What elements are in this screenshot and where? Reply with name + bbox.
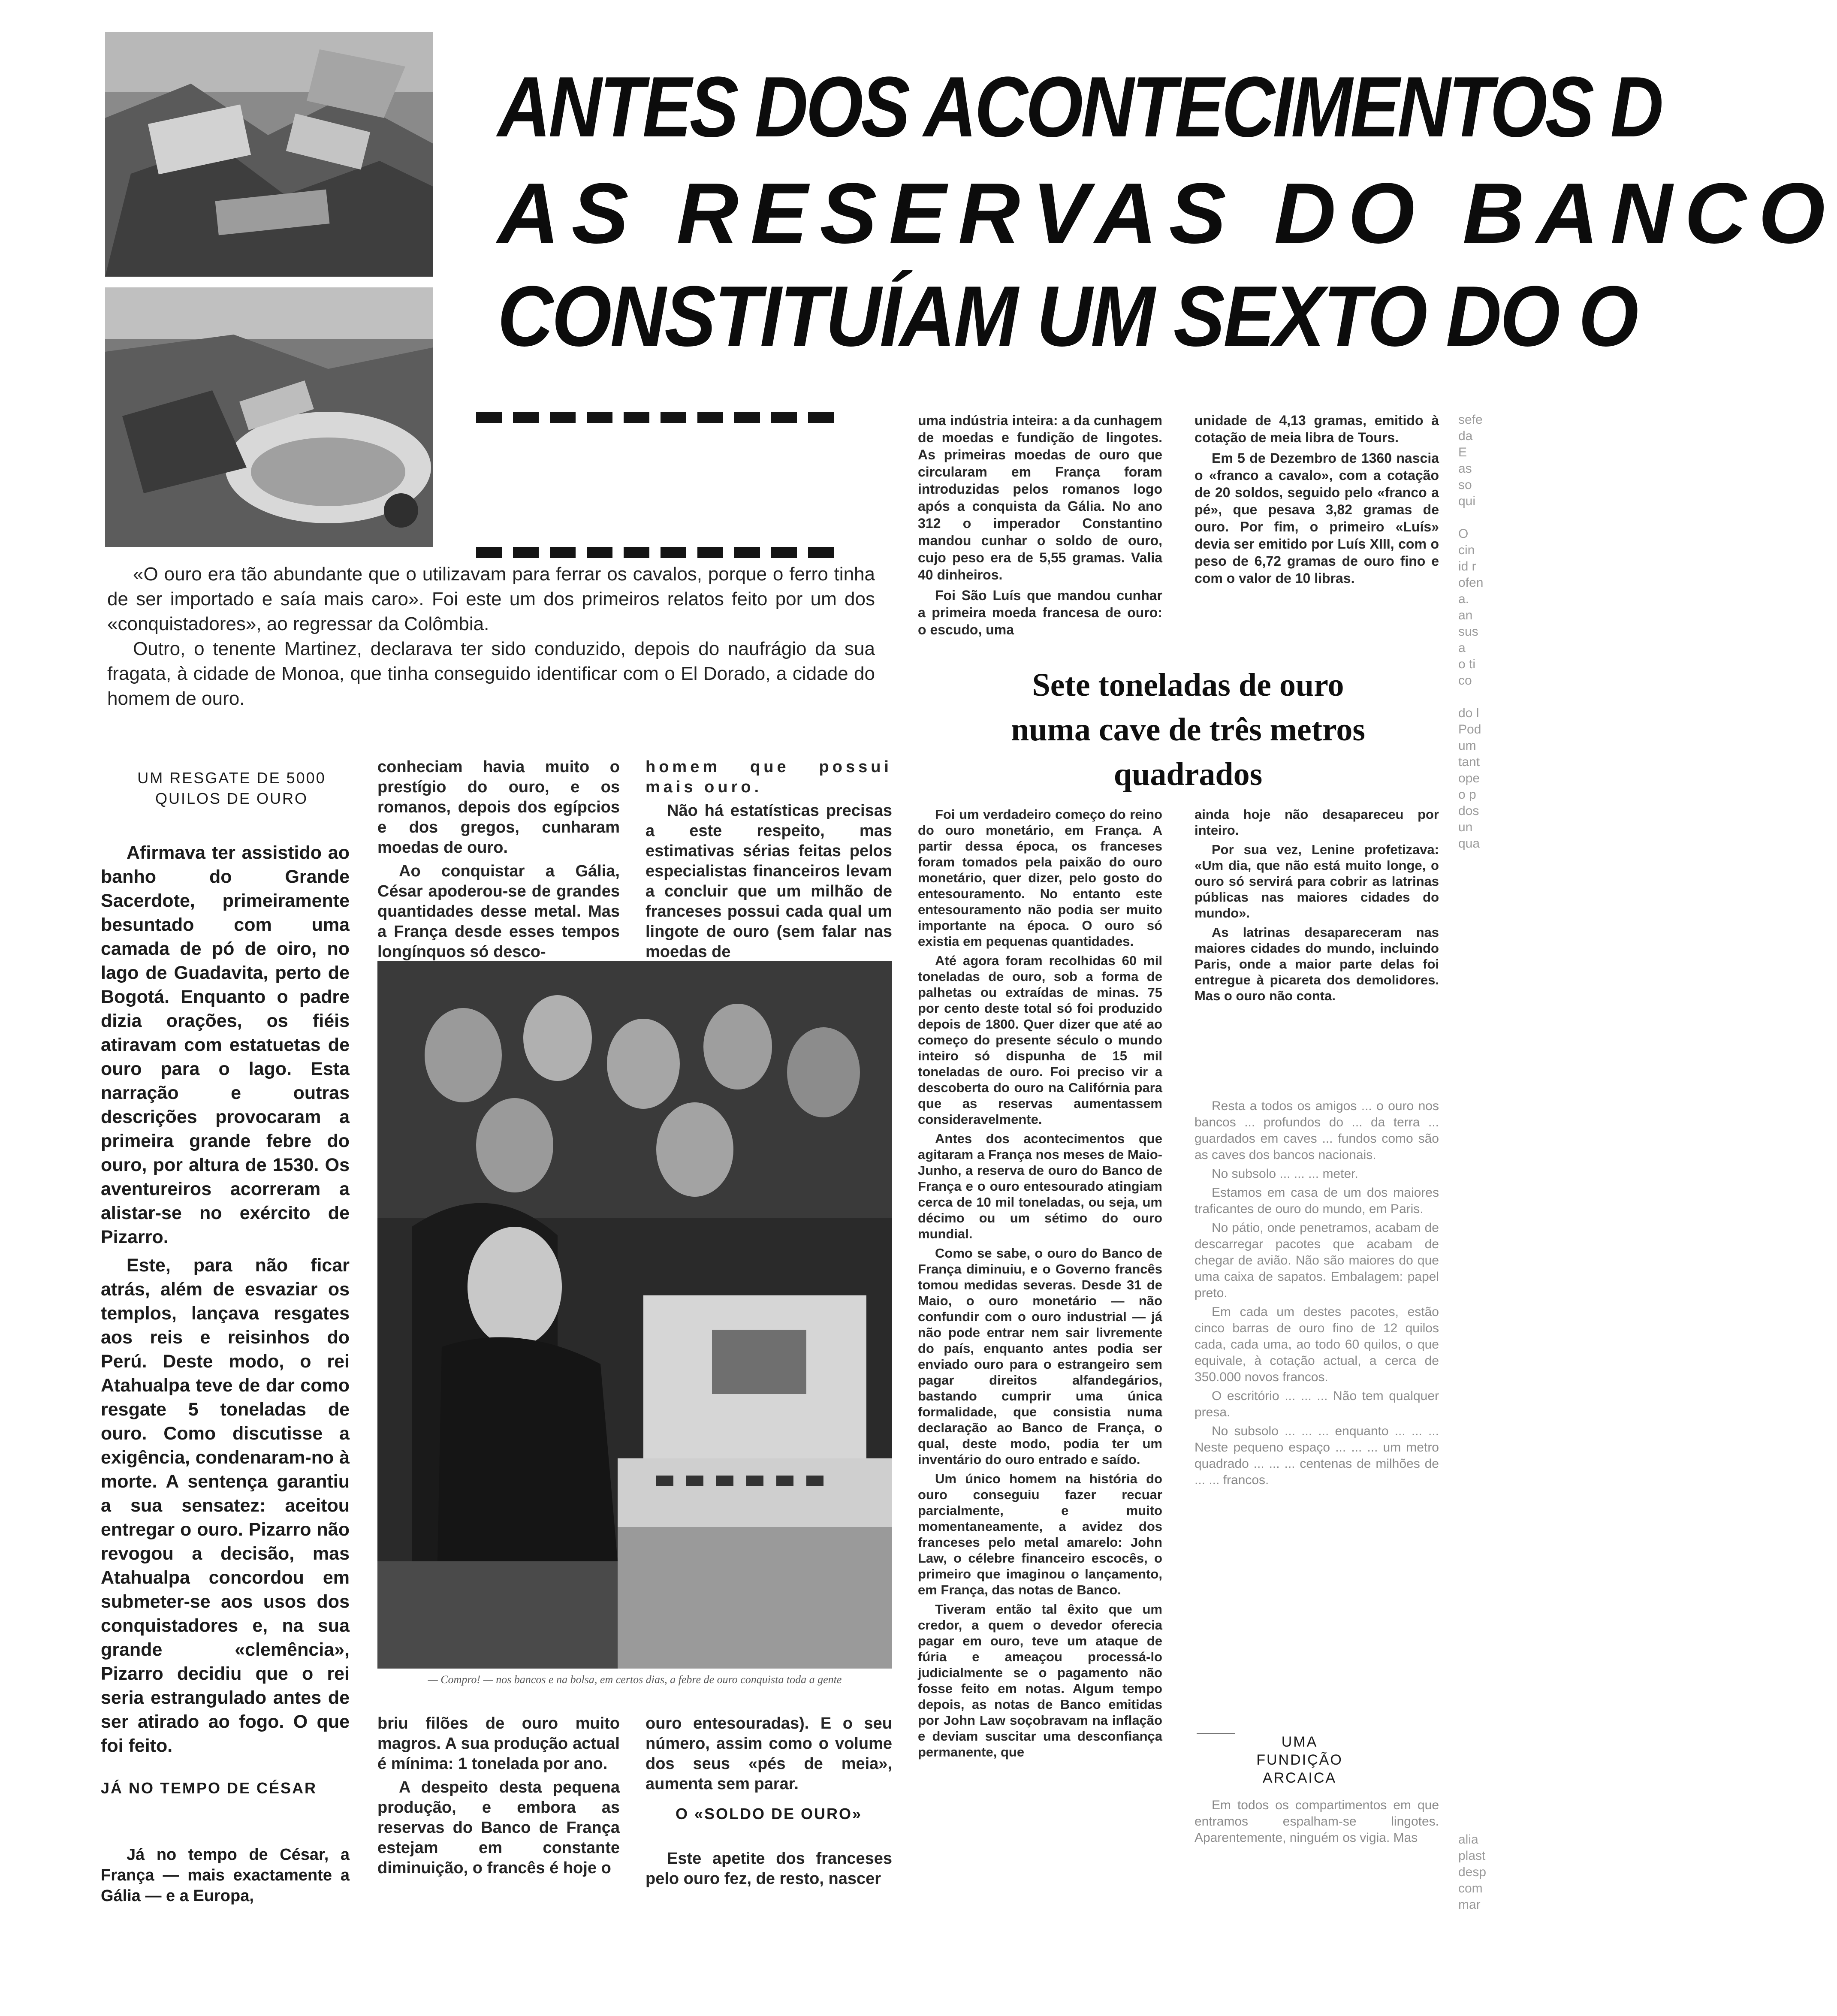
column-3-top [646,757,892,966]
edge-line: da [1458,429,1473,443]
edge-line: cin [1458,543,1475,557]
edge-line: sus [1458,625,1478,639]
column-6-paragraph-5: Um único homem na história do ouro conseguiu fazer recuar parcialmente, e muito momentaneamente, a avidez dos franceses pelo metal amarelo: John Law, o célebre financeiro escocês, o primeiro que imaginou o lançamento, em França, das notas de Banco. [918,1471,1162,1597]
column-2-paragraph-3: briu filões de ouro muito magros. A sua produção actual é mínima: 1 tonelada por ano. [377,1714,620,1773]
column-7-paragraph-5: No subsolo ... ... ... meter. [1212,1167,1358,1181]
edge-line: qua [1458,836,1480,851]
right-edge-fragments-bottom [1458,1832,1505,1913]
column-7-paragraph-3: As latrinas desapareceram nas maiores cidades do mundo, incluindo Paris, onde a maior parte delas foi entregue à picareta dos demolidores. Mas o ouro não conta. [1195,925,1439,1003]
column-6-paragraph-3: Antes dos acontecimentos que agitaram a França nos meses de Maio-Junho, a reserva de ouro do Banco de França e o ouro entesourado atingiam cerca de 10 mil toneladas, ou seja, um décimo ou um sétimo do ouro mundial. [918,1131,1162,1241]
column-7-rule [1197,1733,1235,1734]
column-6-body [918,806,1162,1763]
column-1-body [101,841,350,1762]
column-6-paragraph-1: Foi um verdadeiro começo do reino do ouro monetário, em França. A partir dessa época, os franceses foram tomados pela paixão do ouro monetário, quer dizer, pelo gosto do entesouramento. No entanto este entesouramento não podia ser muito importante na época. O ouro só existia em pequenas quantidades. [918,807,1162,949]
edge-line [1458,689,1505,705]
headline-line-1: ANTES DOS ACONTECIMENTOS D [498,59,1662,155]
edge-line: E [1458,445,1467,459]
column-7-paragraph-4: Resta a todos os amigos ... o ouro nos bancos ... profundos do ... da terra ... guardados em caves ... fundos como são as caves dos bancos nacionais. [1195,1099,1439,1162]
edge-line: ope [1458,771,1480,785]
column-7-paragraph-11: Em todos os compartimentos em que entramos espalham-se lingotes. Aparentemente, ninguém os vigia. Mas [1195,1798,1439,1845]
edge-line: co [1458,673,1472,688]
subhead-fundicao: UMA FUNDIÇÃO ARCAICA [1256,1734,1343,1786]
subhead-cesar: JÁ NO TEMPO DE CÉSAR [101,1779,317,1797]
edge-line: dos [1458,804,1479,818]
column-7-paragraph-2: Por sua vez, Lenine profetizava: «Um dia, que não está muito longe, o ouro só servirá para cobrir as latrinas públicas nas maiores cidades do mundo». [1195,842,1439,920]
column-6-paragraph-4: Como se sabe, o ouro do Banco de França diminuiu, e o Governo francês tomou medidas severas. Desde 31 de Maio, o ouro monetário — não confundir com o ouro industrial — já não pode entrar nem sair livremente do país, enquanto antes podia ser enviado ouro para o estrangeiro sem pagar direitos alfandegários, bastando cumprir uma única formalidade, que consistia numa declaração ao Banco de França, o qual, deste modo, podia ter um inventário do ouro entrado e saído. [918,1246,1162,1467]
column-7-body-bold [1195,806,1439,1007]
computer-operator-photo [377,961,892,1669]
column-3-paragraph-2: Não há estatísticas precisas a este respeito, mas estimativas sérias feitas pelos especialistas financeiros levam a concluir que um milhão de franceses possui cada qual um lingote de ouro (sem falar nas moedas de [646,802,892,961]
edge-line: tant [1458,755,1480,769]
column-2-paragraph-4: A despeito desta pequena produção, e embora as reservas do Banco de França estejam em constante diminuição, o francês é hoje o [377,1778,620,1877]
column-4-paragraph-1: uma indústria inteira: a da cunhagem de moedas e fundição de lingotes. As primeiras moedas de ouro que circularam em França foram introduzidas pelos romanos logo após a conquista da Gália. No ano 312 o imperador Constantino mandou cunhar o soldo de ouro, cujo peso era de 5,55 gramas. Valia 40 dinheiros. [918,413,1162,582]
intro-paragraph-1: «O ouro era tão abundante que o utilizavam para ferrar os cavalos, porque o ferro tinha de ser importado e saía mais caro». Foi este um dos primeiros relatos feito por um dos «conquistadores», ao regressar da Colômbia. [107,564,875,634]
edge-line: as [1458,462,1472,476]
edge-line: o ti [1458,657,1476,671]
column-3-paragraph-1: homem que possui mais ouro. [646,758,892,796]
column-7-paragraph-6: Estamos em casa de um dos maiores traficantes de ouro do mundo, em Paris. [1195,1186,1439,1216]
column-7-tail [1195,1797,1439,1849]
headline [498,59,1837,364]
edge-line: um [1458,739,1476,753]
column-2-bottom [377,1714,620,1882]
column-7-paragraph-10: No subsolo ... ... ... enquanto ... ... ... Neste pequeno espaço ... ... ... um metro quadrado ... ... ... centenas de milhões de ... ... francos. [1195,1424,1439,1487]
edge-line: O [1458,527,1469,541]
edge-line: Pod [1458,722,1481,736]
column-2-paragraph-2: Ao conquistar a Gália, César apoderou-se de grandes quantidades desse metal. Mas a França desde esses tempos longínquos só desco- [377,862,620,961]
column-1-paragraph-2: Este, para não ficar atrás, além de esvaziar os templos, lançava resgates aos reis e reisinhos do Perú. Deste modo, o rei Atahualpa teve de dar como resgate 5 toneladas de ouro. Como discutisse a exigência, condenaram-no à morte. A sentença garantiu a sua sensatez: aceitou entregar o ouro. Pizarro não revogou a decisão, mas Atahualpa concordou em submeter-se aos usos dos conquistadores e, na sua grande «clemência», Pizarro decidiu que o rei seria estrangulado antes de ser atirado ao fogo. O que foi feito. [101,1255,350,1756]
intro-text [107,562,875,711]
right-edge-fragments [1458,412,1505,852]
edge-line: qui [1458,494,1476,508]
column-3-paragraph-4: Este apetite dos franceses pelo ouro fez, de resto, nascer [646,1850,892,1888]
section-title-line-1: Sete toneladas de ouro [1032,667,1344,703]
column-6-paragraph-2: Até agora foram recolhidas 60 mil toneladas de ouro, sob a forma de palhetas ou extraídas de minas. 75 por cento deste total só foi produzido depois de 1800. Quer dizer que até ao começo do presente século o mundo inteiro só dispunha de 15 mil toneladas de ouro. Foi preciso vir a descoberta do ouro na Califórnia para que as reservas aumentassem consideravelmente. [918,953,1162,1127]
headline-line-3: CONSTITUÍAM UM SEXTO DO O [498,269,1637,364]
edge-line: do l [1458,706,1479,720]
column-3-bottom [646,1714,892,1798]
column-2-paragraph-1: conheciam havia muito o prestígio do ouro, e os romanos, depois dos egípcios e dos gregos, cunharam moedas de ouro. [377,758,620,857]
subhead-resgate: UM RESGATE DE 5000 QUILOS DE OURO [137,769,326,807]
intro-paragraph-2: Outro, o tenente Martinez, declarava ter sido conduzido, depois do naufrágio da sua fragata, à cidade de Monoa, que tinha conseguido identificar com o El Dorado, a cidade do homem de ouro. [107,638,875,709]
edge-line: desp [1458,1865,1487,1879]
column-7-paragraph-7: No pátio, onde penetramos, acabam de descarregar pacotes que acabam de chegar de avião. Não são maiores do que uma caixa de sapatos. Embalagem: papel preto. [1195,1221,1439,1300]
column-3-tail [646,1849,892,1892]
column-5-paragraph-2: Em 5 de Dezembro de 1360 nascia o «franco a cavalo», com a cotação de 20 soldos, seguido pelo «franco a pé», que pesava 3,82 gramas de ouro. Por fim, o primeiro «Luís» devia ser emitido por Luís XIII, com o peso de 6,72 gramas de ouro fino e com o valor de 10 libras. [1195,450,1439,586]
column-7-body-faint [1195,1098,1439,1491]
edge-line: un [1458,820,1473,834]
edge-line: ofen [1458,576,1484,590]
subhead-soldo: O «SOLDO DE OURO» [675,1805,863,1823]
edge-line: com [1458,1881,1483,1895]
top-photo-wreckage [105,32,433,277]
column-1-paragraph-3: Já no tempo de César, a França — mais exactamente a Gália — e a Europa, [101,1846,350,1905]
column-1-tail [101,1844,350,1910]
column-7-paragraph-8: Em cada um destes pacotes, estão cinco barras de ouro fino de 12 quilos cada, cada uma, ao todo 60 quilos, o que equivale, à cotação actual, a cerca de 350.000 novos francos. [1195,1305,1439,1384]
column-2-top [377,757,620,966]
edge-line: plast [1458,1849,1486,1863]
second-photo-wreckage [105,287,433,547]
column-6-paragraph-6: Tiveram então tal êxito que um credor, a quem o devedor oferecia pagar em ouro, teve um ataque de fúria e ameaçou processá-lo judicialmente se o pagamento não fosse feito em notas. Algum tempo depois, as notas de Banco emitidas por John Law soçobravam na inflação e deviam suscitar uma desconfiança permanente, que [918,1602,1162,1759]
column-4-body [918,412,1162,642]
column-7-paragraph-9: O escritório ... ... ... Não tem qualquer presa. [1195,1389,1439,1419]
section-title [935,663,1441,797]
column-4-paragraph-2: Foi São Luís que mandou cunhar a primeira moeda francesa de ouro: o escudo, uma [918,588,1162,637]
edge-line: alia [1458,1832,1478,1847]
edge-line: a. [1458,592,1469,606]
edge-line: an [1458,608,1473,622]
edge-line: mar [1458,1898,1481,1912]
decorative-dash-row-top [476,412,834,423]
edge-line: a [1458,641,1466,655]
column-1-paragraph-1: Afirmava ter assistido ao banho do Grande Sacerdote, primeiramente besuntado com uma camada de pó de oiro, no lago de Guadavita, perto de Bogotá. Enquanto o padre dizia orações, os fiéis atiravam com estatuetas de ouro para o lago. Esta narração e outras descrições provocaram a primeira grande febre do ouro, por altura de 1530. Os aventureiros acorreram a alistar-se no exército de Pizarro. [101,842,350,1247]
edge-line [1458,510,1505,526]
photo-caption: — Compro! — nos bancos e na bolsa, em certos dias, a febre de ouro conquista toda a gente [428,1673,842,1686]
edge-line: sefe [1458,413,1483,427]
edge-line: id r [1458,559,1476,573]
section-title-line-2: numa cave de três metros quadrados [1011,712,1365,792]
column-5-body [1195,412,1439,590]
column-7-paragraph-1: ainda hoje não desapareceu por inteiro. [1195,807,1439,838]
decorative-dash-row-bottom [476,547,834,558]
column-3-paragraph-3: ouro entesouradas). E o seu número, assim como o volume dos seus «pés de meia», aumenta sem parar. [646,1714,892,1793]
edge-line: o p [1458,788,1476,802]
headline-line-2: AS RESERVAS DO BANCO [498,166,1837,261]
column-5-paragraph-1: unidade de 4,13 gramas, emitido à cotação de meia libra de Tours. [1195,413,1439,445]
edge-line: so [1458,478,1472,492]
